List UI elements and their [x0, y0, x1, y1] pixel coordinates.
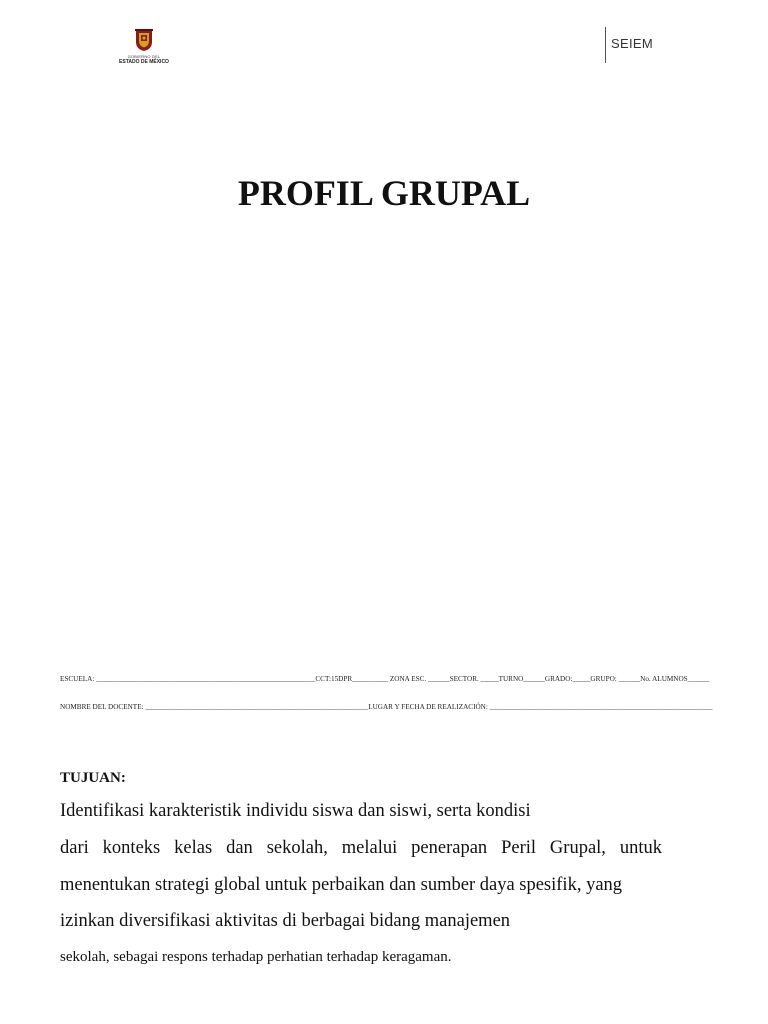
- objective-line-3: menentukan strategi global untuk perbaikan dan sumber daya spesifik, yang: [60, 875, 623, 895]
- page-title: PROFIL GRUPAL: [237, 173, 531, 213]
- logo-text-line2: ESTADO DE MÉXICO: [119, 59, 169, 65]
- teacher-info-line: NOMBRE DEL DOCENTE: ______________________________________________________________LUGAR Y FECHA DE REALIZACIÓN: ______________________________________________________________: [60, 703, 713, 711]
- logo-text-line1: GOBIERNO DEL: [127, 54, 161, 59]
- agency-name: SEIEM: [611, 36, 653, 51]
- school-info-line: ESCUELA: _____________________________________________________________CCT:15DPR__________ ZONA ESC. ______SECTOR. _____TURNO______GRADO:_____GRUPO: ______No. ALUMNOS______: [60, 675, 710, 683]
- objective-line-2: dari konteks kelas dan sekolah, melalui penerapan Peril Grupal, untuk: [60, 838, 662, 858]
- objective-line-4: izinkan diversifikasi aktivitas di berbagai bidang manajemen: [60, 911, 511, 931]
- objective-line-1: Identifikasi karakteristik individu siswa dan siswi, serta kondisi: [60, 801, 531, 821]
- state-logo: [112, 28, 176, 65]
- header-divider: [605, 27, 606, 63]
- coat-of-arms-icon: [133, 28, 155, 52]
- objective-line-5: sekolah, sebagai respons terhadap perhatian terhadap keragaman.: [60, 949, 452, 965]
- objective-label: TUJUAN:: [60, 770, 126, 786]
